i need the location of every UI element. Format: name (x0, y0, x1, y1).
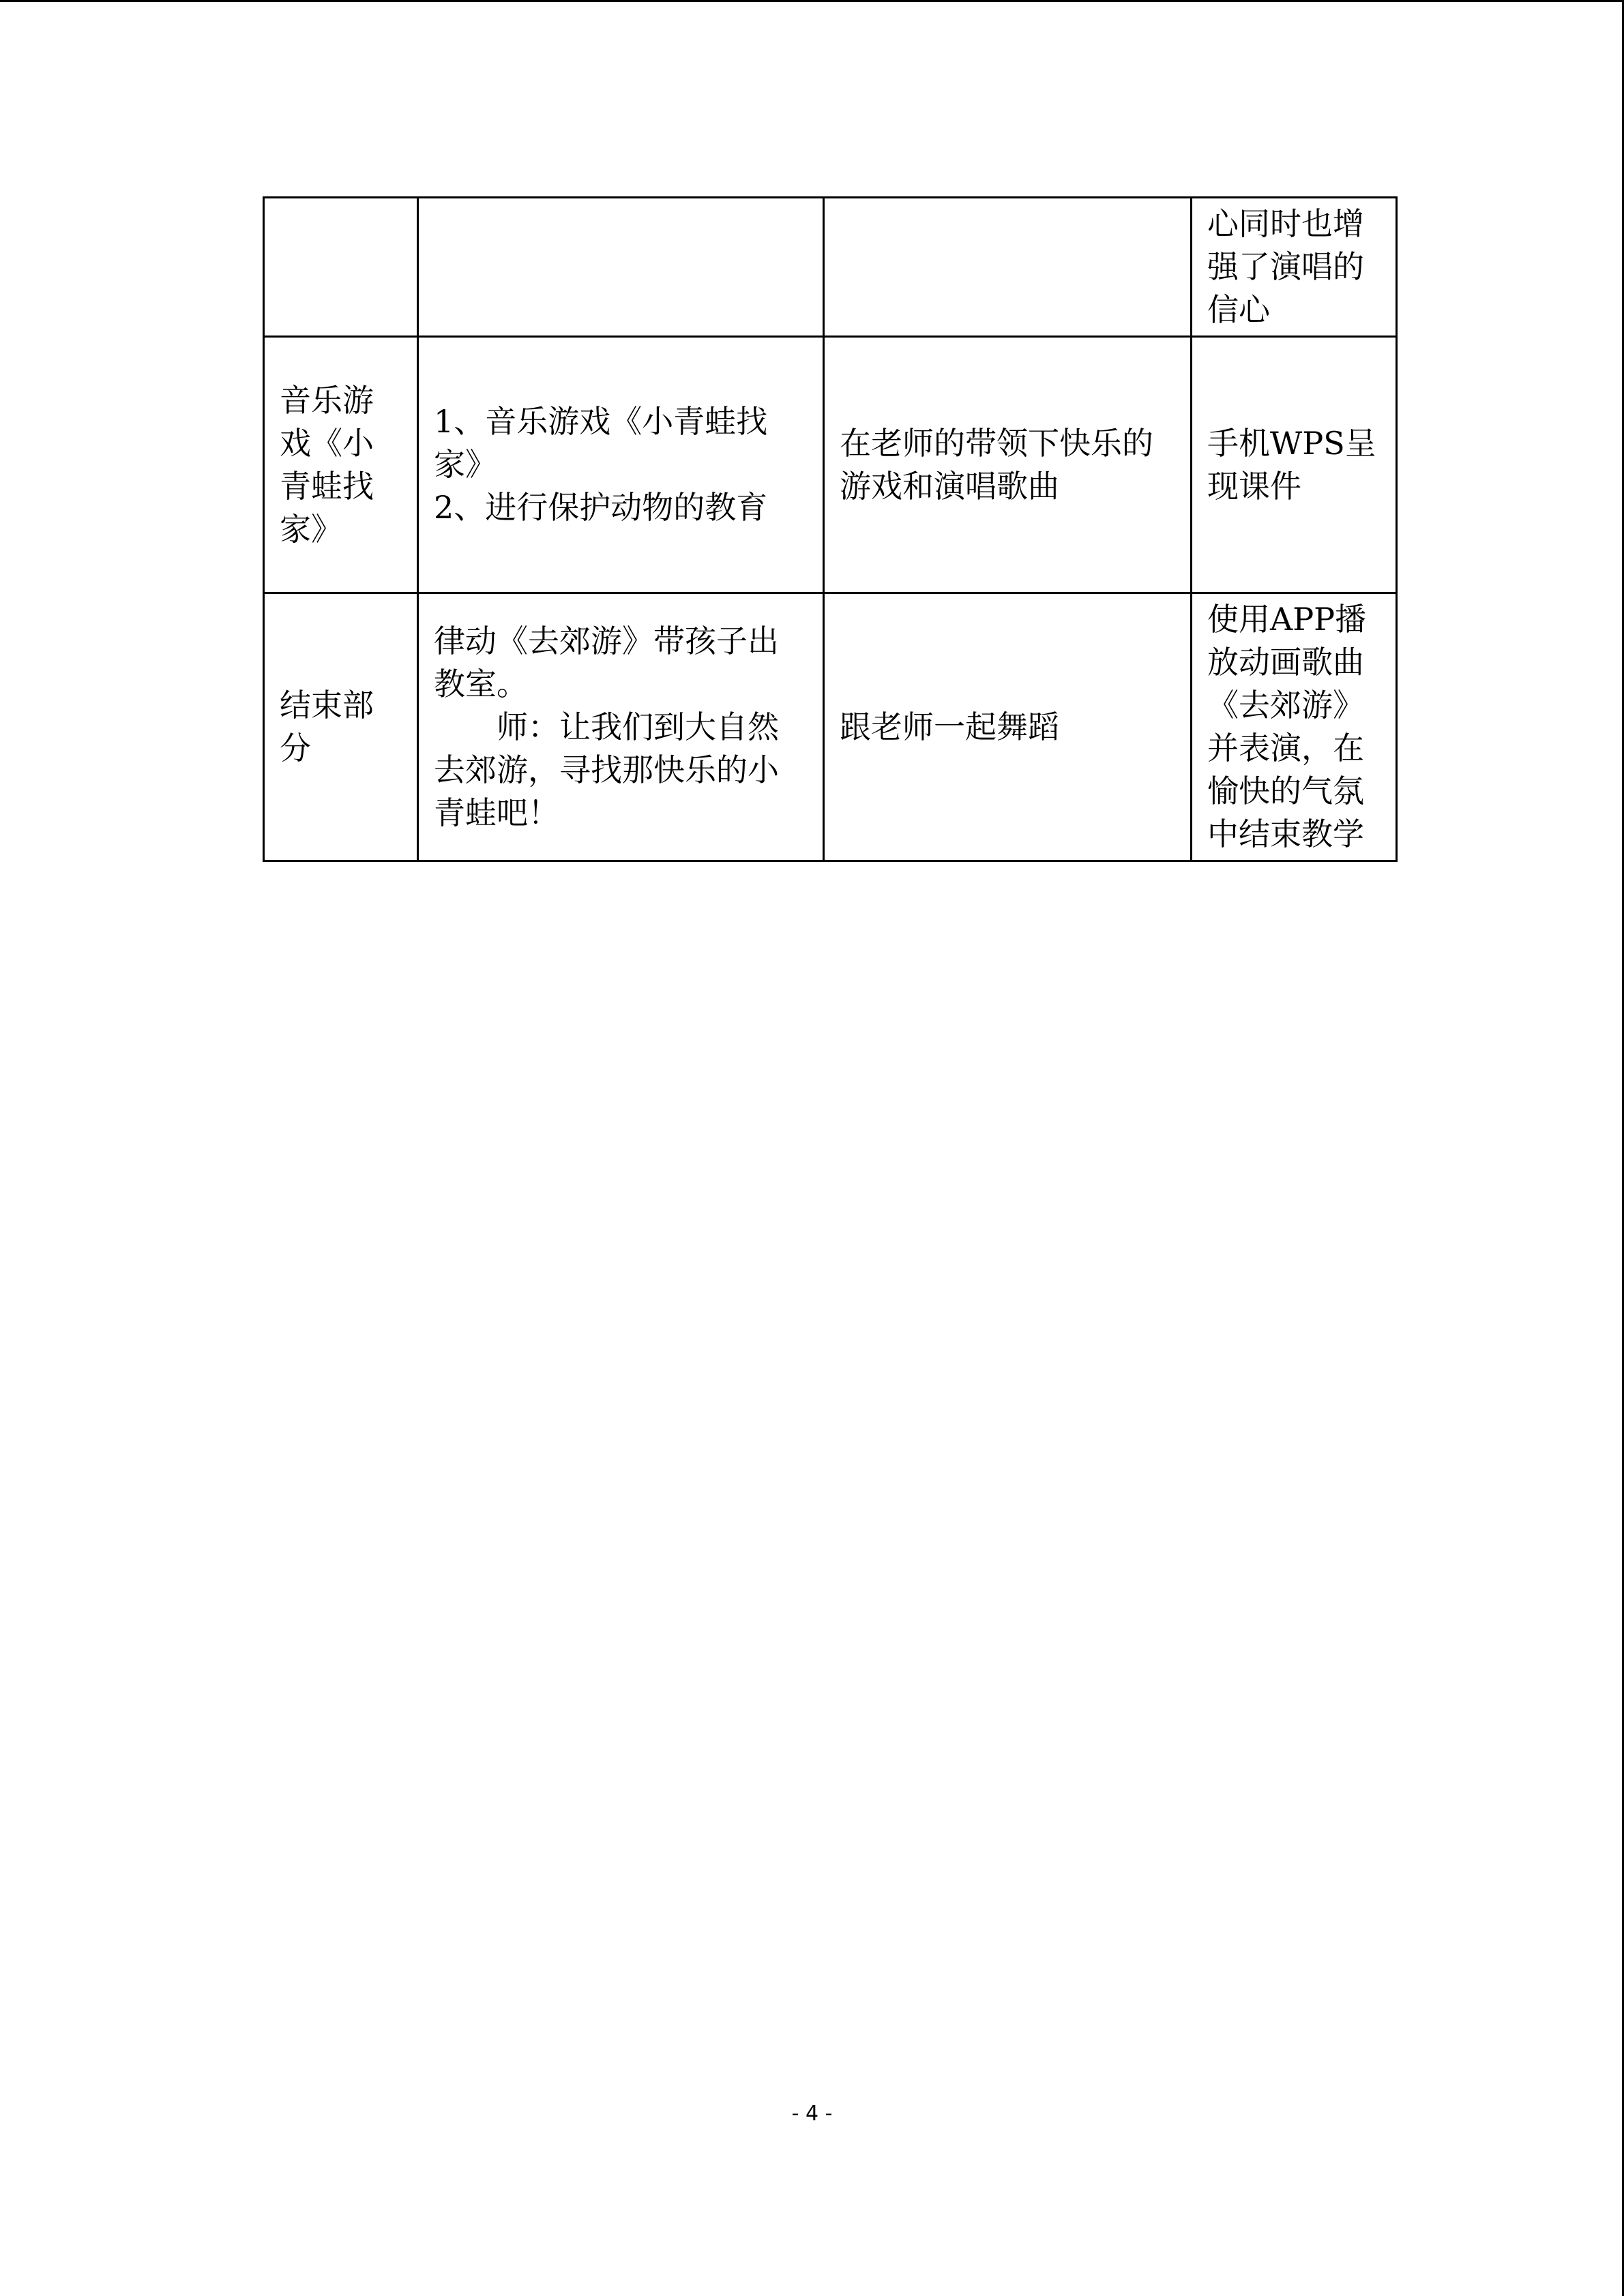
method-cell: 使用APP播放动画歌曲《去郊游》并表演，在愉快的气氛中结束教学 (1192, 593, 1397, 861)
content-line: 师：让我们到大自然去郊游，寻找那快乐的小青蛙吧！ (434, 708, 779, 831)
table-row (264, 198, 1397, 337)
content-line: 1、音乐游戏《小青蛙找家》 (434, 403, 768, 483)
content-cell (418, 337, 824, 593)
content-cell (418, 198, 824, 337)
content-line: 2、进行保护动物的教育 (434, 489, 768, 526)
lesson-plan-table (263, 196, 1398, 862)
page-top-border (0, 0, 1624, 2)
method-cell: 心同时也增强了演唱的信心 (1192, 198, 1397, 337)
stage-cell: 音乐游戏《小青蛙找家》 (264, 337, 418, 593)
student-activity-cell: 在老师的带领下快乐的游戏和演唱歌曲 (824, 337, 1192, 593)
student-activity-cell (824, 198, 1192, 337)
method-cell: 手机WPS呈现课件 (1192, 337, 1397, 593)
table-row (264, 337, 1397, 593)
stage-cell (264, 198, 418, 337)
content-cell (418, 593, 824, 861)
stage-cell: 结束部分 (264, 593, 418, 861)
content-line: 律动《去郊游》带孩子出教室。 (434, 622, 779, 702)
page-number: - 4 - (791, 2102, 833, 2126)
table-row (264, 593, 1397, 861)
student-activity-cell: 跟老师一起舞蹈 (824, 593, 1192, 861)
